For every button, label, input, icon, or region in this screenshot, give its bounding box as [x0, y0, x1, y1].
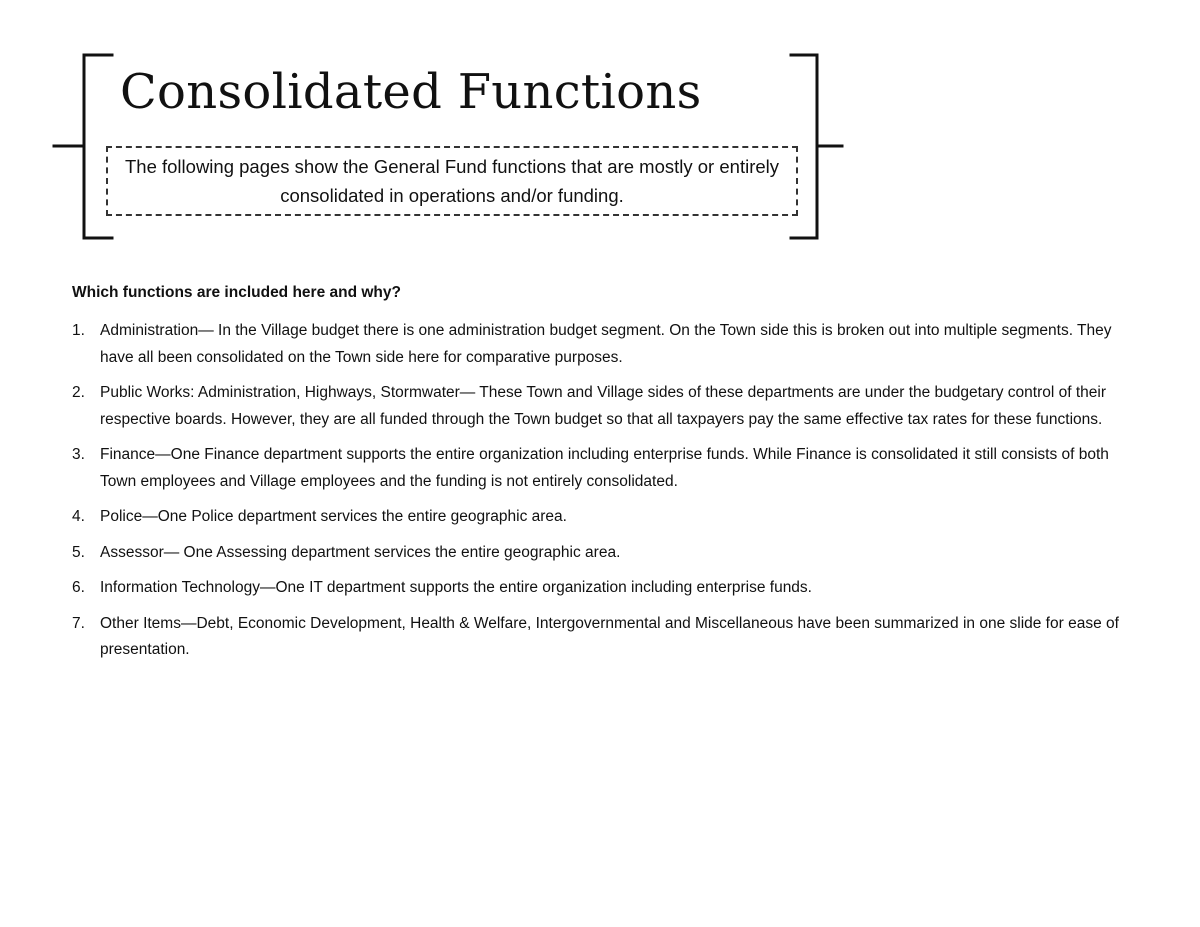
list-item-number: 2. [72, 384, 85, 401]
list-item [72, 575, 1130, 602]
title-bracket-frame [0, 0, 1200, 260]
list-item-text: Finance—One Finance department supports the entire organization including enterprise funds. While Finance is consolidated it still consists of both Town employees and Village employees and the funding is not entirely consolidated. [100, 446, 1109, 490]
list-item-number: 5. [72, 543, 85, 561]
list-item [72, 504, 1130, 531]
list-item-text: Police—One Police department services the entire geographic area. [100, 508, 567, 525]
list-item-number: 3. [72, 446, 85, 463]
list-item-text: Information Technology—One IT department supports the entire organization including enterprise funds. [100, 579, 812, 596]
functions-list [72, 318, 1130, 664]
list-item-number: 6. [72, 579, 85, 596]
list-item-number: 7. [72, 614, 85, 632]
list-item [72, 540, 1130, 567]
list-item [72, 380, 1130, 433]
list-item [72, 318, 1130, 371]
subtitle-box [106, 146, 798, 216]
page-title: Consolidated Functions [120, 64, 702, 120]
list-item-number: 4. [72, 508, 85, 525]
list-item [72, 442, 1130, 495]
subtitle-text: The following pages show the General Fund functions that are mostly or entirely consolidated in operations and/or funding. [124, 156, 779, 206]
section-question: Which functions are included here and why? [72, 284, 401, 301]
list-item [72, 611, 1130, 664]
list-item-text: Other Items—Debt, Economic Development, Health & Welfare, Intergovernmental and Miscellaneous have been summarized in one slide for ease of presentation. [100, 614, 1119, 658]
list-item-text: Assessor— One Assessing department services the entire geographic area. [100, 543, 621, 561]
list-item-text: Public Works: Administration, Highways, Stormwater— These Town and Village sides of these departments are under the budgetary control of their respective boards. However, they are all funded through the Town budget so that all taxpayers pay the same effective tax rates for these functions. [100, 384, 1107, 428]
list-item-text: Administration— In the Village budget there is one administration budget segment. On the Town side this is broken out into multiple segments. They have all been consolidated on the Town side here for comparative purposes. [100, 322, 1112, 366]
list-item-number: 1. [72, 322, 85, 339]
content-section [72, 282, 1130, 673]
